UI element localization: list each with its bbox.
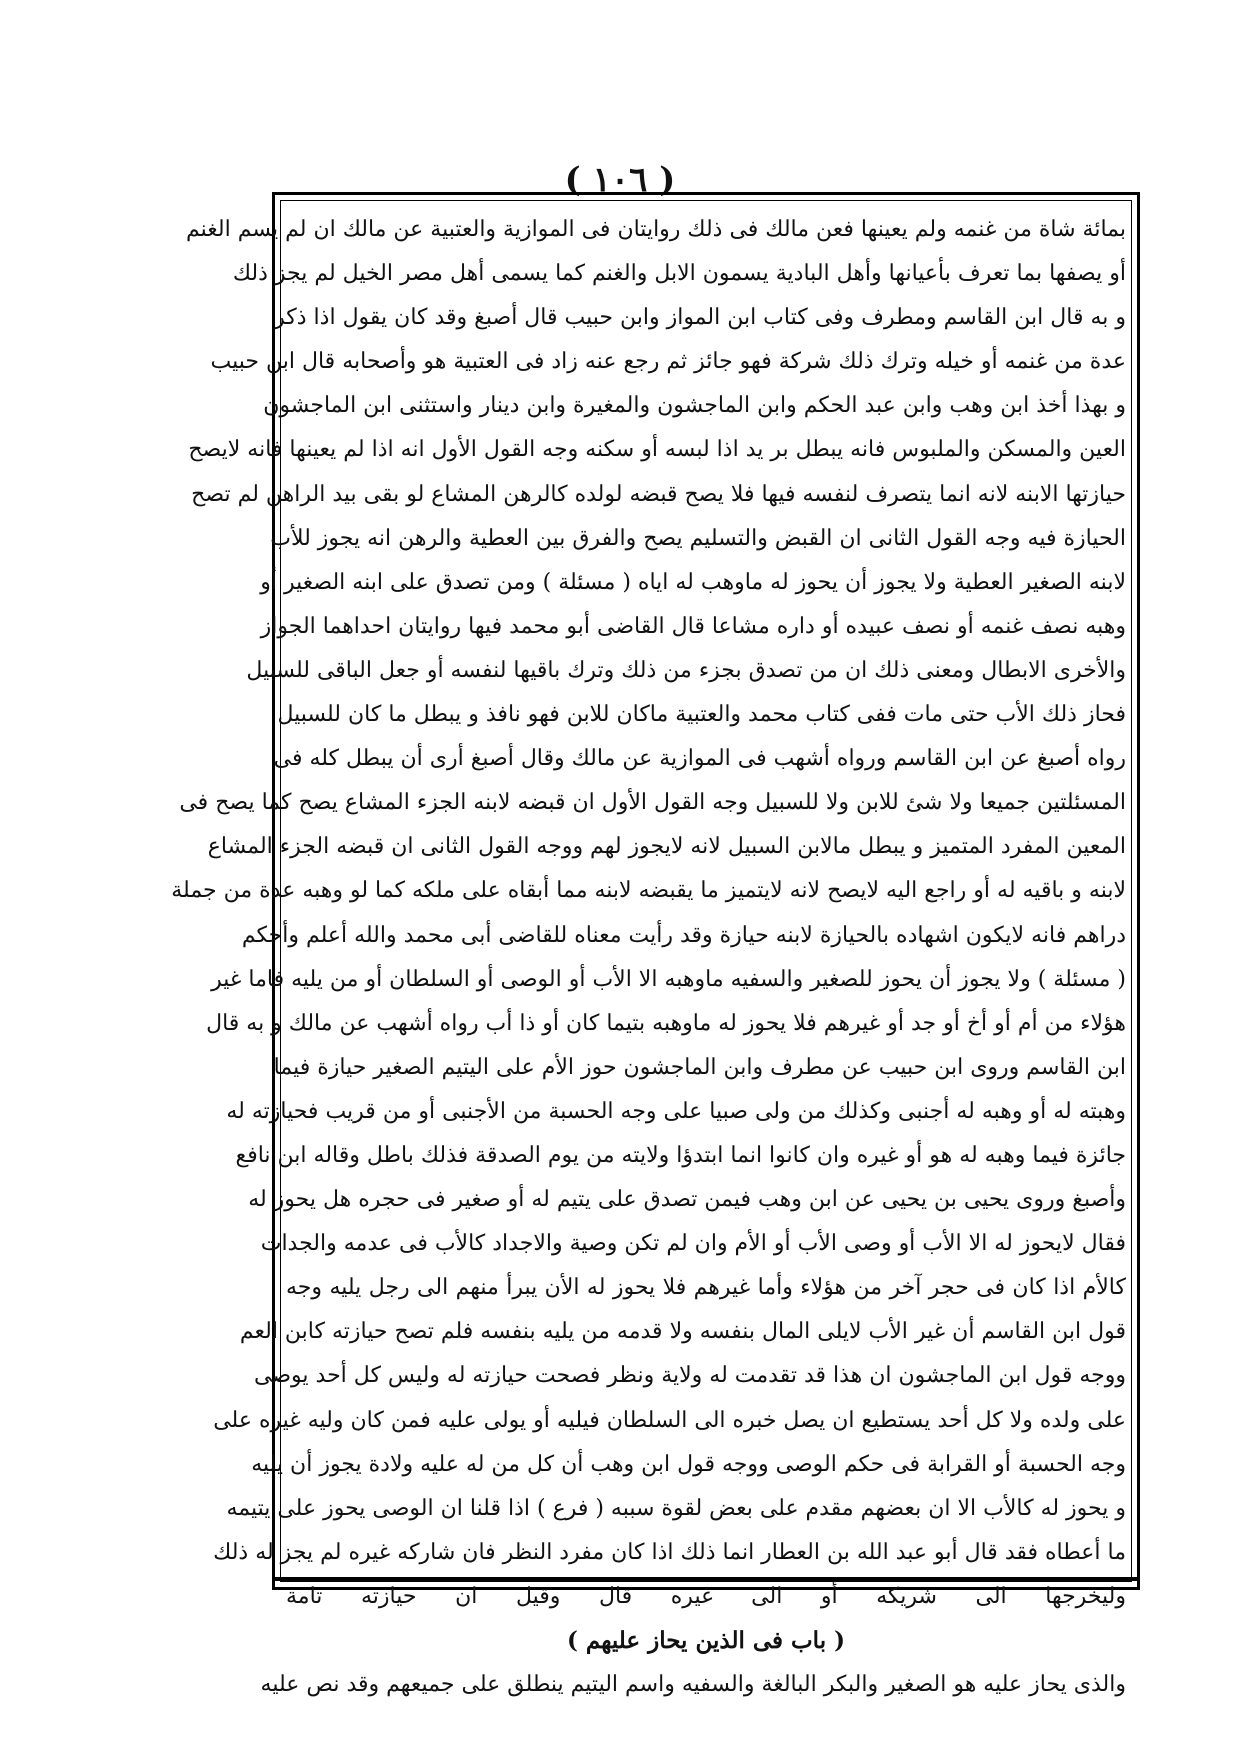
text-line: وهبته له أو وهبه له أجنبى وكذلك من ولى صبيا على وجه الحسبة من الأجنبى أو من قريب فحيازته له xyxy=(226,1098,1126,1124)
text-line: كالأم اذا كان فى حجر آخر من هؤلاء وأما غيرهم فلا يحوز له الأن يبرأ منهم الى رجل يليه وجه xyxy=(286,1275,1126,1301)
text-line: دراهم فانه لايكون اشهاده بالحيازة لابنه حيازة وقد رأيت معناه للقاضى أبى محمد والله أعلم وأحكم xyxy=(241,922,1126,948)
text-line: حيازتها الابنه لانه انما يتصرف لنفسه فيها فلا يصح قبضه لولده كالرهن المشاع لو بقى بيد الراهن لم تصح xyxy=(191,481,1126,507)
text-line: وليخرجها الى شريكه أو الى غيره قال وقيل ان حيازته تامة xyxy=(286,1583,1126,1609)
text-line: أو يصفها بما تعرف بأعيانها وأهل البادية يسمون الابل والغنم كما يسمى أهل مصر الخيل لم يجز ذلك xyxy=(232,261,1126,287)
text-line: وأصبغ وروى يحيى بن يحيى عن ابن وهب فيمن تصدق على يتيم له أو صغير فى حجره هل يحوز له xyxy=(248,1187,1126,1213)
text-line: لابنه و باقيه له أو راجع اليه لايصح لانه لايتميز ما يقبضه لابنه مما أبقاه على ملكه كما لو وهبه عدة من جملة xyxy=(171,878,1126,904)
text-line: وجه الحسبة أو القرابة فى حكم الوصى ووجه قول ابن وهب أن كل من له عليه ولادة يجوز أن يليه xyxy=(251,1451,1126,1477)
text-line: المعين المفرد المتميز و يبطل مالابن السبيل لانه لايجوز لهم ووجه القول الثانى ان قبضه الجزء المشاع xyxy=(207,834,1126,860)
text-block xyxy=(171,208,1126,1707)
page-number: ( ١٠٦ ) xyxy=(564,160,676,200)
text-line: والأخرى الابطال ومعنى ذلك ان من تصدق بجزء من ذلك وترك باقيها لنفسه أو جعل الباقى للسبيل xyxy=(246,657,1126,683)
text-line: لابنه الصغير العطية ولا يجوز أن يحوز له ماوهب له اياه ( مسئلة ) ومن تصدق على ابنه الصغير أو xyxy=(260,569,1126,595)
text-line: و بهذا أخذ ابن وهب وابن عبد الحكم وابن الماجشون والمغيرة وابن دينار واستثنى ابن الماجشون xyxy=(263,393,1126,419)
text-line: على ولده ولا كل أحد يستطيع ان يصل خبره الى السلطان فيليه أو يولى عليه فمن كان وليه غيره على xyxy=(213,1407,1126,1433)
text-line: فقال لايحوز له الا الأب أو وصى الأب أو الأم وان لم تكن وصية والاجداد كالأب فى عدمه والجدات xyxy=(260,1231,1126,1257)
text-line: بمائة شاة من غنمه ولم يعينها فعن مالك فى ذلك روايتان فى الموازية والعتبية عن مالك ان لم يسم الغنم xyxy=(186,217,1126,242)
text-line: و يحوز له كالأب الا ان بعضهم مقدم على بعض لقوة سببه ( فرع ) اذا قلنا ان الوصى يحوز على يتيمه xyxy=(226,1495,1126,1521)
text-line: رواه أصبغ عن ابن القاسم ورواه أشهب فى الموازية عن مالك وقال أصبغ أرى أن يبطل كله فى xyxy=(273,746,1126,772)
text-line: ( مسئلة ) ولا يجوز أن يحوز للصغير والسفيه ماوهبه الا الأب أو الوصى أو السلطان أو من يليه فاما غير xyxy=(211,966,1126,992)
text-line: الحيازة فيه وجه القول الثانى ان القبض والتسليم يصح والفرق بين العطية والرهن انه يجوز للأب xyxy=(270,525,1126,551)
text-line: ما أعطاه فقد قال أبو عبد الله بن العطار انما ذلك اذا كان مفرد النظر فان شاركه غيره لم يجز له ذلك xyxy=(213,1539,1126,1565)
text-line: هؤلاء من أم أو أخ أو جد أو غيرهم فلا يحوز له ماوهبه بتيما كان أو ذا أب رواه أشهب عن مالك و به قال xyxy=(206,1010,1126,1036)
text-line: والذى يحاز عليه هو الصغير والبكر البالغة والسفيه واسم اليتيم ينطلق على جميعهم وقد نص عليه xyxy=(260,1672,1126,1698)
text-line: وهبه نصف غنمه أو نصف عبيده أو داره مشاعا قال القاضى أبو محمد فيها روايتان احداهما الجواز xyxy=(260,613,1126,639)
text-line: عدة من غنمه أو خيله وترك ذلك شركة فهو جائز ثم رجع عنه زاد فى العتبية هو وأصحابه قال ابن حبيب xyxy=(210,349,1126,375)
text-line: قول ابن القاسم أن غير الأب لايلى المال بنفسه ولا قدمه من يليه بنفسه فلم تصح حيازته كابن العم xyxy=(239,1319,1126,1345)
text-line: ابن القاسم وروى ابن حبيب عن مطرف وابن الماجشون حوز الأم على اليتيم الصغير حيازة فيما xyxy=(273,1054,1126,1080)
text-line: العين والمسكن والملبوس فانه يبطل بر يد اذا لبسه أو سكنه وجه القول الأول انه اذا لم يعينها فانه لايصح xyxy=(188,437,1126,463)
text-line: فحاز ذلك الأب حتى مات ففى كتاب محمد والعتبية ماكان للابن فهو نافذ و يبطل ما كان للسبيل xyxy=(277,702,1126,728)
section-heading: ( باب فى الذين يحاز عليهم ) xyxy=(567,1627,845,1654)
text-line: جائزة فيما وهبه له هو أو غيره وان كانوا انما ابتدؤا ولايته من يوم الصدقة فذلك باطل وقاله ابن نافع xyxy=(235,1142,1126,1168)
text-line: المسئلتين جميعا ولا شئ للابن ولا للسبيل وجه القول الأول ان قبضه لابنه الجزء المشاع يصح كما يصح فى xyxy=(179,790,1126,816)
text-line: و به قال ابن القاسم ومطرف وفى كتاب ابن المواز وابن حبيب قال أصبغ وقد كان يقول اذا ذكر xyxy=(274,305,1126,331)
text-line: ووجه قول ابن الماجشون ان هذا قد تقدمت له ولاية ونظر فصحت حيازته له وليس كل أحد يوصى xyxy=(254,1363,1126,1389)
